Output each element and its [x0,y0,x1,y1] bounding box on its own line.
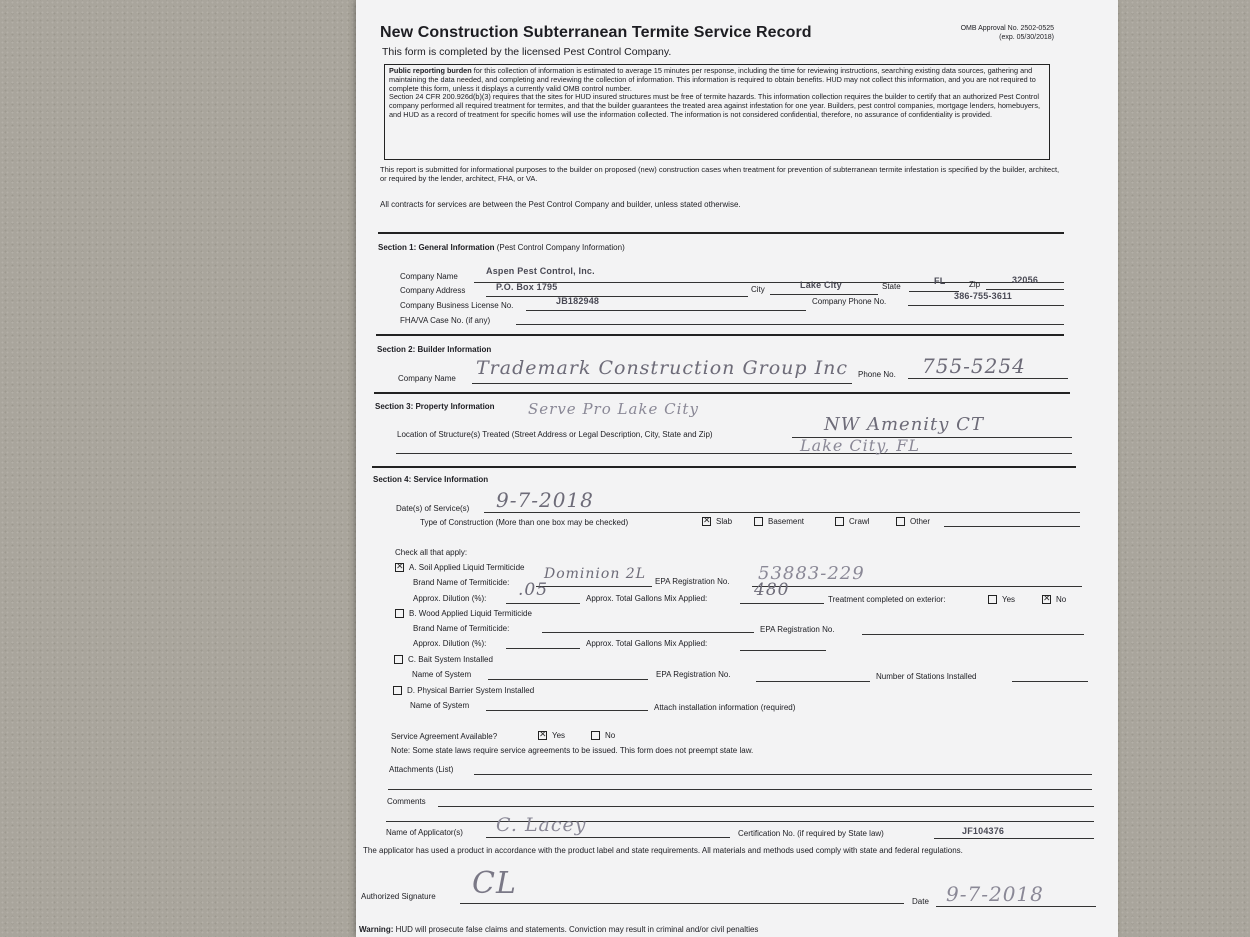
report-purpose-text: This report is submitted for informational purposes to the builder on proposed (new) construction cases when treatment for prevention of subterranean termite infestation is specified by the builder, architect, or required by the lender, architect, FHA, or VA. [380,165,1060,183]
location-value-2: Lake City, FL [800,436,921,455]
zip-label: Zip [969,280,981,289]
other-line [944,526,1080,527]
builder-phone-label: Phone No. [858,370,896,379]
location-value-1: NW Amenity CT [824,414,984,435]
burden-statement-box [384,64,1050,160]
a-gallons-value: 480 [754,580,790,600]
property-handwritten-note: Serve Pro Lake City [528,400,699,418]
agreement-yes-label: Yes [552,731,566,740]
company-address-line [486,296,748,297]
attachments-line-2 [388,789,1092,790]
crawl-option [835,517,869,526]
omb-number: OMB Approval No. 2502-0525 [960,25,1054,32]
burden-heading: Public reporting burden [389,66,472,75]
certification-label: Certification No. (if required by State law) [738,829,884,838]
signature-date-line [936,906,1096,907]
phone-value: 386-755-3611 [954,291,1012,301]
section1-note: (Pest Control Company Information) [494,243,625,252]
section4-heading: Section 4: Service Information [373,475,489,484]
signature-date-label: Date [912,897,929,906]
agreement-yes-checkbox[interactable] [538,731,547,740]
section1-divider [378,232,1064,234]
section2-heading: Section 2: Builder Information [377,345,492,354]
option-b [395,609,532,618]
check-all-label: Check all that apply: [395,548,468,557]
option-b-checkbox[interactable] [395,609,404,618]
signature-label: Authorized Signature [361,892,436,901]
other-checkbox[interactable] [896,517,905,526]
a-gallons-line [740,603,824,604]
service-agreement-label: Service Agreement Available? [391,732,498,741]
agreement-no-label: No [605,731,616,740]
a-dilution-line [506,603,580,604]
phone-line [908,305,1064,306]
state-law-note: Note: Some state laws require service agreements to be issued. This form does not preempt state law. [391,746,754,755]
option-a-label: A. Soil Applied Liquid Termiticide [409,563,525,572]
omb-approval [961,24,1054,42]
fha-line [516,324,1064,325]
section3-divider [374,392,1070,394]
a-epa-line [752,586,1082,587]
omb-expiration: (exp. 05/30/2018) [999,34,1054,41]
a-epa-label: EPA Registration No. [655,577,730,586]
contracts-text: All contracts for services are between the Pest Control Company and builder, unless stated otherwise. [380,200,741,209]
section24-text: Section 24 CFR 200.926d(b)(3) requires that the sites for HUD insured structures must be free of termite hazards. This information collection requires the builder to certify that an authorized Pest Control company performed all required treatment for termites, and that the builder guarantees the treated area against infestation for one year. Builders, pest control companies, mortgage lenders, homebuyers, and HUD as a record of treatment for specific homes will use the information collected. The information is not considered confidential, therefore, no assurance of confidentiality is provided. [389,92,1041,119]
attach-label: Attach installation information (required) [654,703,796,712]
b-brand-line [542,632,754,633]
option-c-checkbox[interactable] [394,655,403,664]
d-system-label: Name of System [410,701,470,710]
option-a-checkbox[interactable] [395,563,404,572]
company-address-label: Company Address [400,286,466,295]
applicator-statement: The applicator has used a product in accordance with the product label and state requirements. All materials and methods used comply with state and federal regulations. [363,846,963,855]
location-label: Location of Structure(s) Treated (Street Address or Legal Description, City, State and Zip) [397,430,713,439]
termite-service-form [356,0,1118,937]
license-value: JB182948 [556,296,600,306]
slab-checkbox[interactable] [702,517,711,526]
section1-title: Section 1: General Information [378,243,495,252]
b-epa-line [862,634,1084,635]
signature-line [460,903,904,904]
section3-heading: Section 3: Property Information [375,402,495,411]
builder-phone-line [908,378,1068,379]
a-dilution-label: Approx. Dilution (%): [413,594,487,603]
a-brand-value: Dominion 2L [544,566,646,582]
slab-option [702,517,732,526]
stations-label: Number of Stations Installed [876,672,977,681]
b-brand-label: Brand Name of Termiticide: [413,624,510,633]
agreement-no-option [591,731,615,740]
warning-label: Warning: [359,925,394,934]
option-d-checkbox[interactable] [393,686,402,695]
builder-phone-value: 755-5254 [922,354,1026,378]
company-address-value: P.O. Box 1795 [496,282,558,292]
a-gallons-label: Approx. Total Gallons Mix Applied: [586,594,708,603]
service-date-line [484,512,1080,513]
attachments-line-1 [474,774,1092,775]
service-date-value: 9-7-2018 [496,488,594,512]
signature-value: CL [472,866,517,901]
applicator-label: Name of Applicator(s) [386,828,463,837]
warning-body: HUD will prosecute false claims and statements. Conviction may result in criminal and/or civil penalties [395,925,759,934]
c-system-label: Name of System [412,670,472,679]
city-value: Lake City [800,280,842,290]
other-option [896,517,930,526]
crawl-label: Crawl [849,517,870,526]
basement-option [754,517,804,526]
agreement-no-checkbox[interactable] [591,731,600,740]
company-name-value: Aspen Pest Control, Inc. [486,266,595,276]
exterior-label: Treatment completed on exterior: [828,595,946,604]
b-dilution-label: Approx. Dilution (%): [413,639,487,648]
construction-type-label: Type of Construction (More than one box may be checked) [420,518,629,527]
exterior-yes-label: Yes [1002,595,1016,604]
agreement-yes-option [538,731,565,740]
option-b-label: B. Wood Applied Liquid Termiticide [409,609,532,618]
burden-text: for this collection of information is estimated to average 15 minutes per response, including the time for reviewing instructions, searching existing data sources, gathering and maintaining the data needed, and completing and reviewing the collection of information. This information is required to obtain benefits. HUD may not collect this information, and you are not required to complete this form, unless it displays a currently valid OMB control number. [389,66,1036,93]
option-c [394,655,493,664]
builder-company-label: Company Name [398,374,456,383]
form-subtitle: This form is completed by the licensed Pest Control Company. [382,46,672,58]
certification-line [934,838,1094,839]
state-label: State [882,282,901,291]
signature-date-value: 9-7-2018 [946,882,1044,906]
basement-checkbox[interactable] [754,517,763,526]
exterior-yes-option [988,595,1015,604]
c-epa-label: EPA Registration No. [656,670,731,679]
a-brand-label: Brand Name of Termiticide: [413,578,510,587]
option-c-label: C. Bait System Installed [408,655,493,664]
applicator-value: C. Lacey [496,814,587,836]
license-label: Company Business License No. [400,301,514,310]
certification-value: JF104376 [962,826,1005,836]
city-label: City [751,285,765,294]
a-epa-value: 53883-229 [758,563,865,584]
zip-line [986,289,1064,290]
c-epa-line [756,681,870,682]
b-gallons-label: Approx. Total Gallons Mix Applied: [586,639,708,648]
exterior-no-option [1042,595,1066,604]
zip-value: 32056 [1012,275,1039,285]
b-gallons-line [740,650,826,651]
basement-label: Basement [768,517,805,526]
comments-label: Comments [387,797,426,806]
other-label: Other [910,517,931,526]
applicator-line [486,837,730,838]
exterior-no-label: No [1056,595,1067,604]
fha-label: FHA/VA Case No. (if any) [400,316,491,325]
exterior-yes-checkbox[interactable] [988,595,997,604]
b-dilution-line [506,648,580,649]
section4-divider [372,466,1076,468]
b-epa-label: EPA Registration No. [760,625,835,634]
comments-line-1 [438,806,1094,807]
form-title: New Construction Subterranean Termite Service Record [380,24,812,41]
location-line-2 [396,453,1072,454]
comments-line-2 [386,821,1094,822]
crawl-checkbox[interactable] [835,517,844,526]
exterior-no-checkbox[interactable] [1042,595,1051,604]
option-d [393,686,534,695]
service-date-label: Date(s) of Service(s) [396,504,470,513]
attachments-label: Attachments (List) [389,765,454,774]
section2-divider [376,334,1064,336]
state-line [909,291,959,292]
builder-company-value: Trademark Construction Group Inc [476,357,848,379]
warning-text [359,925,758,934]
company-name-label: Company Name [400,272,458,281]
a-brand-line [536,586,652,587]
slab-label: Slab [716,517,733,526]
c-system-line [488,679,648,680]
a-dilution-value: .05 [518,580,549,600]
license-line [526,310,806,311]
city-line [770,294,878,295]
stations-line [1012,681,1088,682]
d-system-line [486,710,648,711]
state-value: FL [934,276,946,286]
option-d-label: D. Physical Barrier System Installed [407,686,535,695]
option-a [395,563,524,572]
section1-heading [378,243,625,252]
phone-label: Company Phone No. [812,297,887,306]
builder-company-line [472,383,852,384]
